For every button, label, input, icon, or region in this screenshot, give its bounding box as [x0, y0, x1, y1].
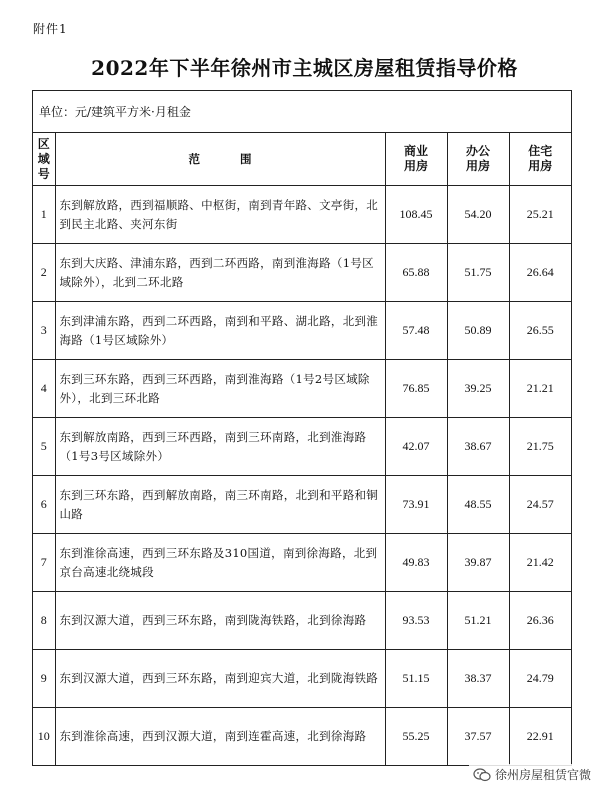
residential-price-cell: 25.21: [509, 186, 571, 244]
office-price-cell: 54.20: [447, 186, 509, 244]
scope-cell: 东到津浦东路，西到二环西路，南到和平路、湖北路，北到淮海路（1号区域除外）: [55, 302, 385, 360]
table-row: [33, 534, 571, 592]
commercial-price-cell: 42.07: [385, 418, 447, 476]
page-title: 2022年下半年徐州市主城区房屋租赁指导价格: [91, 56, 518, 80]
attachment-label: 附件1: [33, 22, 68, 36]
commercial-price-cell: 49.83: [385, 534, 447, 592]
area-cell: 9: [33, 650, 55, 708]
area-cell: 10: [33, 708, 55, 766]
table-row: [33, 244, 571, 302]
area-cell: 8: [33, 592, 55, 650]
commercial-price-cell: 76.85: [385, 360, 447, 418]
commercial-price-cell: 73.91: [385, 476, 447, 534]
office-price-cell: 39.87: [447, 534, 509, 592]
table-row: [33, 418, 571, 476]
table-row: [33, 708, 571, 766]
area-cell: 2: [33, 244, 55, 302]
area-cell: 4: [33, 360, 55, 418]
table-row: [33, 592, 571, 650]
header-commercial: 商业 用房: [385, 133, 447, 186]
residential-price-cell: 21.21: [509, 360, 571, 418]
office-price-cell: 38.37: [447, 650, 509, 708]
residential-price-cell: 26.36: [509, 592, 571, 650]
scope-cell: 东到汉源大道，西到三环东路，南到陇海铁路，北到徐海路: [55, 592, 385, 650]
header-office: 办公 用房: [447, 133, 509, 186]
residential-price-cell: 21.75: [509, 418, 571, 476]
office-price-cell: 37.57: [447, 708, 509, 766]
commercial-price-cell: 93.53: [385, 592, 447, 650]
table-row: [33, 476, 571, 534]
area-cell: 1: [33, 186, 55, 244]
table-row: [33, 302, 571, 360]
commercial-price-cell: 51.15: [385, 650, 447, 708]
unit-note: 单位：元/建筑平方米·月租金: [33, 91, 571, 133]
area-cell: 3: [33, 302, 55, 360]
wechat-icon: [473, 768, 491, 782]
office-price-cell: 50.89: [447, 302, 509, 360]
commercial-price-cell: 65.88: [385, 244, 447, 302]
watermark: [469, 764, 595, 785]
area-cell: 7: [33, 534, 55, 592]
watermark-text: 徐州房屋租赁官微: [494, 768, 591, 782]
office-price-cell: 51.21: [447, 592, 509, 650]
header-scope: 范围: [55, 133, 385, 186]
residential-price-cell: 26.64: [509, 244, 571, 302]
commercial-price-cell: 57.48: [385, 302, 447, 360]
scope-cell: 东到解放路，西到福顺路、中枢街，南到青年路、文亭街，北到民主北路、夹河东街: [55, 186, 385, 244]
price-table: [33, 133, 571, 766]
residential-price-cell: 26.55: [509, 302, 571, 360]
scope-cell: 东到淮徐高速，西到汉源大道，南到连霍高速，北到徐海路: [55, 708, 385, 766]
scope-cell: 东到解放南路，西到三环西路，南到三环南路，北到淮海路（1号3号区域除外）: [55, 418, 385, 476]
price-table-frame: [32, 90, 572, 766]
area-cell: 6: [33, 476, 55, 534]
table-row: [33, 360, 571, 418]
residential-price-cell: 24.79: [509, 650, 571, 708]
office-price-cell: 51.75: [447, 244, 509, 302]
residential-price-cell: 21.42: [509, 534, 571, 592]
table-header-row: [33, 133, 571, 186]
table-row: [33, 186, 571, 244]
office-price-cell: 38.67: [447, 418, 509, 476]
commercial-price-cell: 108.45: [385, 186, 447, 244]
residential-price-cell: 24.57: [509, 476, 571, 534]
header-residential: 住宅 用房: [509, 133, 571, 186]
area-cell: 5: [33, 418, 55, 476]
table-row: [33, 650, 571, 708]
scope-cell: 东到淮徐高速，西到三环东路及310国道，南到徐海路，北到京台高速北绕城段: [55, 534, 385, 592]
scope-cell: 东到三环东路，西到三环西路，南到淮海路（1号2号区域除外），北到三环北路: [55, 360, 385, 418]
office-price-cell: 48.55: [447, 476, 509, 534]
residential-price-cell: 22.91: [509, 708, 571, 766]
scope-cell: 东到三环东路，西到解放南路，南三环南路，北到和平路和铜山路: [55, 476, 385, 534]
header-area: 区 域 号: [33, 133, 55, 186]
scope-cell: 东到汉源大道，西到三环东路，南到迎宾大道，北到陇海铁路: [55, 650, 385, 708]
scope-cell: 东到大庆路、津浦东路，西到二环西路，南到淮海路（1号区域除外），北到二环北路: [55, 244, 385, 302]
office-price-cell: 39.25: [447, 360, 509, 418]
commercial-price-cell: 55.25: [385, 708, 447, 766]
